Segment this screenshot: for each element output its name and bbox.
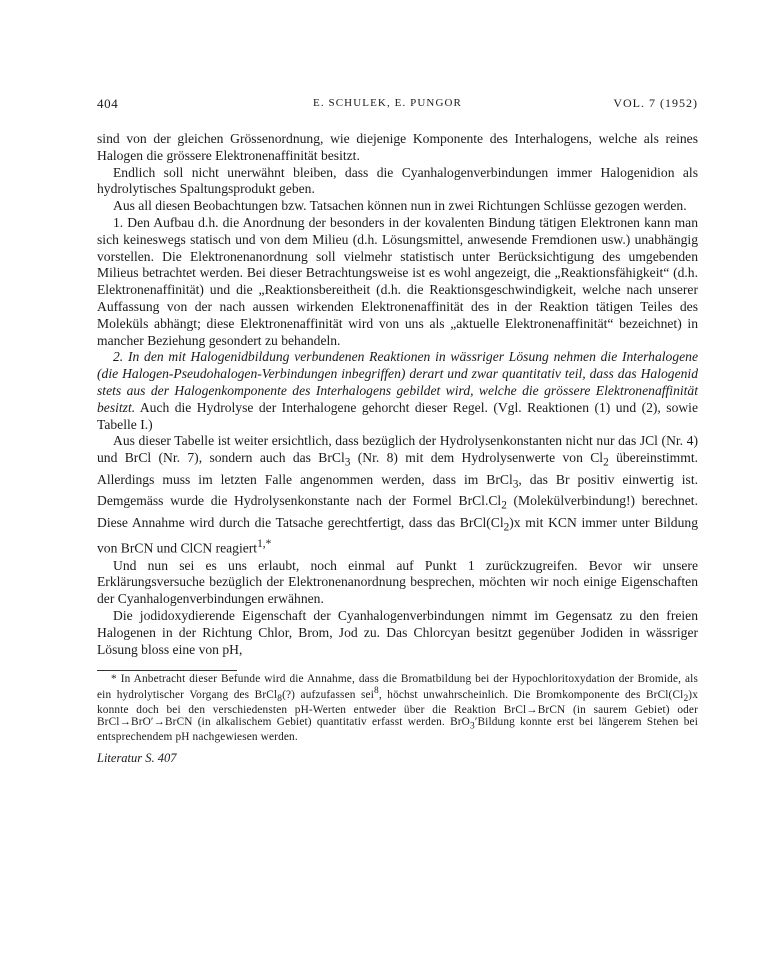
subscript: 2 (501, 499, 507, 512)
paragraph: Und nun sei es uns erlaubt, noch einmal auf Punkt 1 zurückzugreifen. Bevor wir unsere Erklärungsversuche bezüglich der Elektronenanordnung besprechen, möchten wir noch einige Eigenschaften der Cyanhalogenverbindungen erwähnen. (97, 557, 698, 607)
page-number: 404 (97, 96, 119, 111)
subscript: 2 (603, 456, 609, 469)
text-run: , das Br positiv einwertig ist. Demgemäss wurde die Hydrolysenkonstante nach der Formel BrCl.Cl (97, 471, 698, 509)
paragraph: sind von der gleichen Grössenordnung, wie diejenige Komponente des Interhalogens, welche als reines Halogen die grössere Elektronenaffinität besitzt. (97, 131, 698, 163)
paragraph: Aus all diesen Beobachtungen bzw. Tatsachen können nun in zwei Richtungen Schlüsse gezogen werden. (113, 198, 687, 214)
point-2-remainder: Auch die Hydrolyse der Interhalogene gehorcht dieser Regel. (Vgl. Reaktionen (1) und (2), sowie Tabelle I.) (97, 399, 698, 432)
text-run: (Molekülverbindung!) berechnet. Diese Annahme wird durch die Tatsache gerechtfertigt, dass das BrCl(Cl (97, 493, 698, 530)
subscript: 3 (512, 478, 519, 491)
paragraph: Endlich soll nicht unerwähnt bleiben, dass die Cyanhalogenverbindungen immer Halogenidion als hydrolytisches Spaltungsprodukt geben. (97, 164, 698, 197)
running-header (97, 96, 698, 118)
text-run: (?) aufzufassen sei (282, 688, 374, 701)
subscript: 3 (469, 720, 475, 731)
text-run: , höchst unwahrscheinlich. Die Bromkomponente des BrCl(Cl (378, 688, 684, 701)
text-run: ′Bildung konnte erst bei längerem Stehen bei entsprechendem pH nachgewiesen werden. (97, 715, 699, 744)
footnote-rule (97, 670, 237, 671)
superscript: 8 (373, 685, 379, 696)
text-run: * In Anbetracht dieser Befunde wird die Annahme, dass die Bromatbildung bei der Hypochloritoxydation der Bromide, als ein hydrolytischer Vorgang des BrCl (97, 673, 698, 701)
paragraph-tabelle (97, 433, 698, 557)
subscript: 8 (277, 693, 283, 704)
running-head-authors: E. SCHULEK, E. PUNGOR (313, 97, 462, 109)
footnote-reference: 1,* (257, 538, 272, 551)
subscript: 3 (344, 456, 351, 469)
footnote (97, 674, 698, 743)
volume-label: VOL. 7 (1952) (613, 96, 698, 110)
text-run: (Nr. 8) mit dem Hydrolysenwerte von Cl (350, 450, 604, 466)
point-2-italic-statement: 2. In den mit Halogenidbildung verbundenen Reaktionen in wässriger Lösung nehmen die Interhalogene (die Halogen-Pseudohalogen-Verbindungen inbegriffen) derart und zwar quantitativ teil, dass das Halogenid stets aus der Halogenkomponente des Interhalogens gebildet wird, welche die grössere Elektronenaffinität besitzt. (97, 349, 698, 415)
subscript: 2 (503, 521, 510, 534)
subscript: 2 (683, 693, 689, 704)
body-text (97, 131, 698, 658)
paragraph-point-1: 1. Den Aufbau d.h. die Anordnung der besonders in der kovalenten Bindung tätigen Elektronen kann man sich keineswegs statisch und von dem Milieu (d.h. Lösungsmittel, anwesende Fremdionen usw.) unabhängig vorstellen. Die Elektronenanordnung soll vielmehr statistisch unter Berücksichtigung des umgebenden Milieus betrachtet werden. Bei dieser Betrachtungsweise ist es wohl angezeigt, die „Reaktionsfähigkeit“ (d.h. Elektronenaffinität) und die „Reaktionsbereitheit (d.h. die Reaktionsgeschwindigkeit, welche nach unserer Auffassung von der nach aussen wirkenden Elektronenaffinität des in der Reaktion tätigen Teiles des Moleküls abhängt; diese Elektronenaffinität wird von uns als „aktuelle Elektronenaffinität“ bezeichnet) in mancher Beziehung gesondert zu behandeln. (97, 214, 698, 348)
literature-reference: Literatur S. 407 (97, 750, 177, 765)
text-run: Aus dieser Tabelle ist weiter ersichtlich, dass bezüglich der Hydrolysenkonstanten nicht nur das JCl (Nr. 4) und BrCl (Nr. 7), sondern auch das BrCl (97, 433, 698, 466)
paragraph-point-2 (97, 349, 698, 433)
text-run: übereinstimmt. Allerdings muss im letzten Falle angenommen werden, dass im BrCl (97, 450, 699, 487)
paragraph: Die jodidoxydierende Eigenschaft der Cyanhalogenverbindungen nimmt im Gegensatz zu den freien Halogenen in der Richtung Chlor, Brom, Jod zu. Das Chlorcyan besitzt gegenüber Jodiden in wässriger Lösung bloss eine von pH, (97, 607, 698, 657)
journal-page (97, 96, 698, 766)
text-run: )x konnte doch bei den verschiedensten pH-Werten entweder über die Reaktion BrCl→BrCN (in saurem Gebiet) oder BrCl→BrO′→BrCN (in alkalischem Gebiet) quantitativ erfasst werden. BrO (97, 688, 699, 728)
text-run: )x mit KCN immer unter Bildung von BrCN und ClCN reagiert (97, 514, 698, 556)
